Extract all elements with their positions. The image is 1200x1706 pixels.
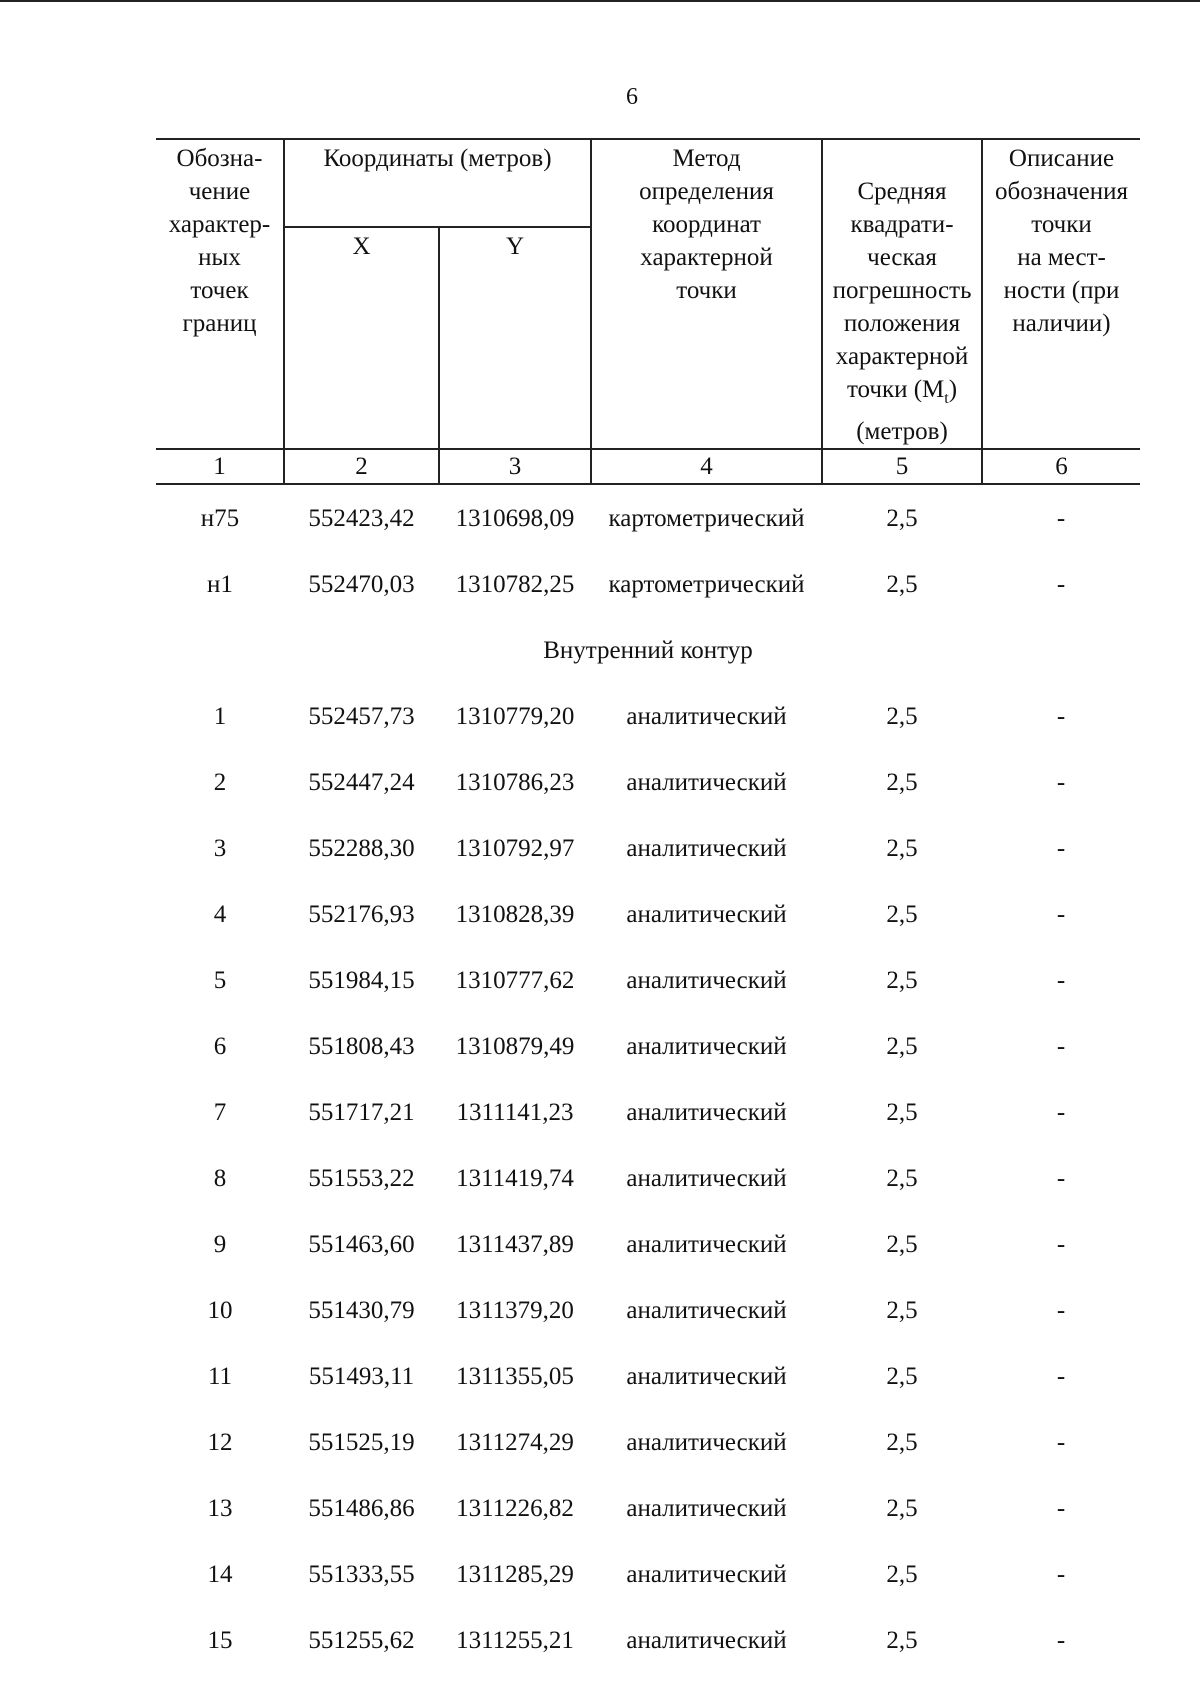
header-y: Y <box>439 227 591 449</box>
table-row <box>156 1541 1140 1607</box>
column-number: 5 <box>822 449 982 484</box>
error-value: 2,5 <box>886 1428 918 1456</box>
method: аналитический <box>626 1098 787 1126</box>
coord-x: 552176,93 <box>308 900 415 928</box>
coord-y: 1310828,39 <box>455 900 575 928</box>
header-point-designation: Обозна- чение характер- ных точек границ <box>156 139 284 449</box>
column-number: 3 <box>439 449 591 484</box>
point-id: 4 <box>213 900 227 928</box>
error-value: 2,5 <box>886 570 918 598</box>
point-id: н1 <box>207 570 233 598</box>
method: аналитический <box>626 900 787 928</box>
table-row <box>156 881 1140 947</box>
point-id: 8 <box>213 1164 227 1192</box>
description: - <box>1056 768 1066 796</box>
description: - <box>1056 900 1066 928</box>
description: - <box>1056 1032 1066 1060</box>
point-id: 11 <box>207 1362 233 1390</box>
error-value: 2,5 <box>886 1626 918 1654</box>
method: аналитический <box>626 966 787 994</box>
coord-x: 552288,30 <box>308 834 415 862</box>
error-value: 2,5 <box>886 834 918 862</box>
description: - <box>1056 1164 1066 1192</box>
error-value: 2,5 <box>886 1098 918 1126</box>
error-value: 2,5 <box>886 1164 918 1192</box>
coord-y: 1310786,23 <box>455 768 575 796</box>
coord-y: 1310777,62 <box>455 966 575 994</box>
coord-y: 1310779,20 <box>455 702 575 730</box>
table-row <box>156 1211 1140 1277</box>
point-id: 1 <box>213 702 227 730</box>
coord-x: 552423,42 <box>308 504 415 532</box>
coord-y: 1311274,29 <box>456 1428 574 1456</box>
description: - <box>1056 1428 1066 1456</box>
coord-y: 1311285,29 <box>456 1560 574 1588</box>
coord-x: 551333,55 <box>308 1560 415 1588</box>
table-row <box>156 484 1140 551</box>
header-x: X <box>284 227 439 449</box>
method: аналитический <box>626 1626 787 1654</box>
point-id: н75 <box>200 504 240 532</box>
error-value: 2,5 <box>886 702 918 730</box>
point-id: 2 <box>213 768 227 796</box>
method: аналитический <box>626 1428 787 1456</box>
coord-y: 1310792,97 <box>455 834 575 862</box>
coord-y: 1311141,23 <box>456 1098 574 1126</box>
coord-y: 1311226,82 <box>456 1494 574 1522</box>
method: аналитический <box>626 1032 787 1060</box>
error-value: 2,5 <box>886 1032 918 1060</box>
method: аналитический <box>626 1494 787 1522</box>
coord-x: 551717,21 <box>308 1098 415 1126</box>
header-description: Описание обозначения точки на мест- ности (при наличии) <box>982 139 1140 449</box>
error-value: 2,5 <box>886 1362 918 1390</box>
method: картометрический <box>608 504 805 532</box>
coord-x: 551430,79 <box>308 1296 415 1324</box>
coord-y: 1311379,20 <box>456 1296 574 1324</box>
error-value: 2,5 <box>886 768 918 796</box>
method: аналитический <box>626 1164 787 1192</box>
error-value: 2,5 <box>886 966 918 994</box>
header-mean-square-error <box>822 139 982 449</box>
error-value: 2,5 <box>886 1494 918 1522</box>
description: - <box>1056 834 1066 862</box>
description: - <box>1056 1626 1066 1654</box>
point-id: 7 <box>213 1098 227 1126</box>
error-value: 2,5 <box>886 504 918 532</box>
description: - <box>1056 1098 1066 1126</box>
point-id: 14 <box>207 1560 233 1588</box>
table-row <box>156 1343 1140 1409</box>
method: аналитический <box>626 834 787 862</box>
section-row <box>156 617 1140 683</box>
method: аналитический <box>626 768 787 796</box>
section-title: Внутренний контур <box>543 636 753 664</box>
scan-edge-line <box>0 0 1200 2</box>
coord-x: 551486,86 <box>308 1494 415 1522</box>
coord-y: 1311355,05 <box>456 1362 574 1390</box>
page-number: 6 <box>626 84 638 110</box>
coord-x: 551808,43 <box>308 1032 415 1060</box>
error-value: 2,5 <box>886 1560 918 1588</box>
method: аналитический <box>626 702 787 730</box>
method: аналитический <box>626 1230 787 1258</box>
coordinates-table-container <box>156 138 1140 1673</box>
inner-contour-rows <box>156 683 1140 1673</box>
coord-y: 1311437,89 <box>456 1230 574 1258</box>
coordinates-table <box>156 138 1140 1673</box>
description: - <box>1056 966 1066 994</box>
table-row <box>156 1475 1140 1541</box>
coord-x: 551984,15 <box>308 966 415 994</box>
table-row <box>156 749 1140 815</box>
method: аналитический <box>626 1560 787 1588</box>
description: - <box>1056 1362 1066 1390</box>
description: - <box>1056 570 1066 598</box>
table-row <box>156 947 1140 1013</box>
table-row <box>156 1013 1140 1079</box>
description: - <box>1056 702 1066 730</box>
table-row <box>156 1607 1140 1673</box>
header-coordinates-group: Координаты (метров) <box>284 139 591 227</box>
column-numbers-row <box>156 449 1140 484</box>
column-number: 6 <box>982 449 1140 484</box>
point-id: 15 <box>207 1626 233 1654</box>
coord-x: 552447,24 <box>308 768 415 796</box>
coord-x: 551525,19 <box>308 1428 415 1456</box>
error-value: 2,5 <box>886 900 918 928</box>
coord-y: 1310782,25 <box>455 570 575 598</box>
method: картометрический <box>608 570 805 598</box>
table-row <box>156 815 1140 881</box>
coord-x: 551255,62 <box>308 1626 415 1654</box>
column-number: 4 <box>591 449 822 484</box>
table-row <box>156 1079 1140 1145</box>
method: аналитический <box>626 1296 787 1324</box>
point-id: 9 <box>213 1230 227 1258</box>
table-row <box>156 551 1140 617</box>
description: - <box>1056 1560 1066 1588</box>
point-id: 12 <box>207 1428 233 1456</box>
description: - <box>1056 1494 1066 1522</box>
point-id: 5 <box>213 966 227 994</box>
description: - <box>1056 504 1066 532</box>
description: - <box>1056 1230 1066 1258</box>
table-row <box>156 1277 1140 1343</box>
coord-x: 552470,03 <box>308 570 415 598</box>
table-row <box>156 1145 1140 1211</box>
coord-y: 1310879,49 <box>455 1032 575 1060</box>
table-row <box>156 683 1140 749</box>
point-id: 13 <box>207 1494 233 1522</box>
coord-x: 551553,22 <box>308 1164 415 1192</box>
table-row <box>156 1409 1140 1475</box>
header-method: Метод определения координат характерной точки <box>591 139 822 449</box>
header-mean-square-error-text: Средняя квадрати- ческая погрешность положения характерной точки $(M_t)$ (метров) <box>832 178 972 445</box>
point-id: 6 <box>213 1032 227 1060</box>
column-number: 2 <box>284 449 439 484</box>
coord-x: 551493,11 <box>308 1362 415 1390</box>
point-id: 10 <box>207 1296 233 1324</box>
coord-y: 1310698,09 <box>455 504 575 532</box>
coord-y: 1311419,74 <box>456 1164 574 1192</box>
error-value: 2,5 <box>886 1296 918 1324</box>
method: аналитический <box>626 1362 787 1390</box>
description: - <box>1056 1296 1066 1324</box>
point-id: 3 <box>213 834 227 862</box>
outer-contour-rows <box>156 484 1140 683</box>
coord-x: 552457,73 <box>308 702 415 730</box>
coord-y: 1311255,21 <box>456 1626 574 1654</box>
error-value: 2,5 <box>886 1230 918 1258</box>
column-number: 1 <box>156 449 284 484</box>
table-header <box>156 139 1140 484</box>
coord-x: 551463,60 <box>308 1230 415 1258</box>
